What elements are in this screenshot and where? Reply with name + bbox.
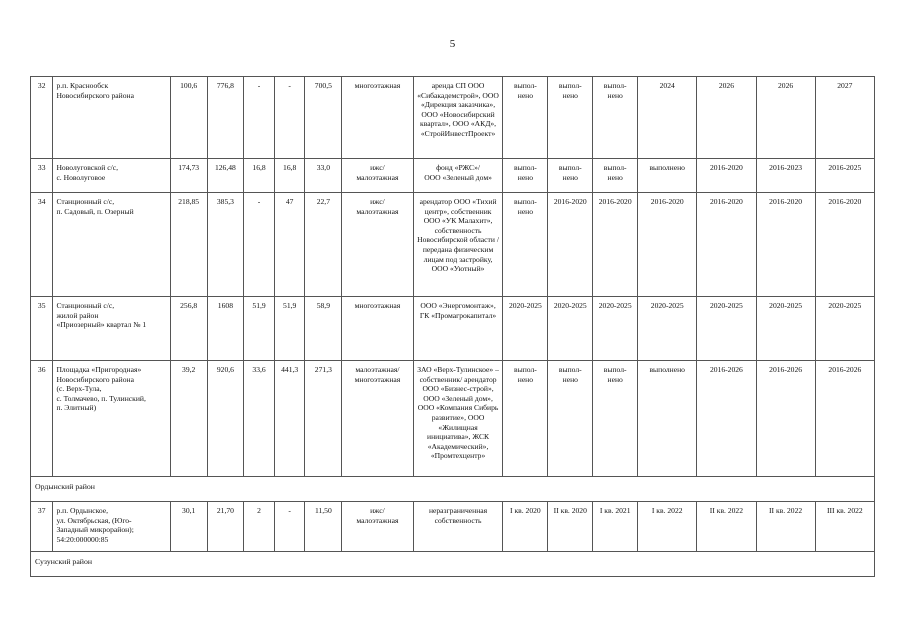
value-cell: 16,8 [244, 159, 275, 193]
row-number: 37 [31, 502, 53, 552]
building-type-cell: ижс/ малоэтажная [342, 502, 413, 552]
status-cell: выпол- нено [503, 361, 548, 477]
year-cell: 2026 [756, 77, 815, 159]
row-number: 35 [31, 297, 53, 361]
row-number: 32 [31, 77, 53, 159]
value-cell: 21,70 [207, 502, 244, 552]
year-cell: II кв. 2022 [756, 502, 815, 552]
building-type-cell: многоэтажная [342, 297, 413, 361]
value-cell: 271,3 [305, 361, 342, 477]
year-cell: 2016-2020 [756, 193, 815, 297]
year-cell: 2016-2020 [697, 159, 756, 193]
value-cell: 2 [244, 502, 275, 552]
value-cell: 33,6 [244, 361, 275, 477]
value-cell: 47 [274, 193, 305, 297]
status-cell: выпол- нено [503, 193, 548, 297]
row-number: 34 [31, 193, 53, 297]
year-cell: 2020-2025 [815, 297, 874, 361]
table-row [31, 159, 875, 193]
year-cell: II кв. 2022 [697, 502, 756, 552]
location-cell: Площадка «Пригородная» Новосибирского района (с. Верх-Тула, с. Толмачево, п. Тулинский, п. Элитный) [53, 361, 170, 477]
value-cell: 776,8 [207, 77, 244, 159]
status-cell: 2016-2020 [548, 193, 593, 297]
value-cell: 51,9 [274, 297, 305, 361]
value-cell: 441,3 [274, 361, 305, 477]
value-cell: 16,8 [274, 159, 305, 193]
developer-cell: ООО «Энергомонтаж», ГК «Промагрокапитал» [413, 297, 503, 361]
value-cell: 39,2 [170, 361, 207, 477]
year-cell: 2027 [815, 77, 874, 159]
value-cell: 100,6 [170, 77, 207, 159]
status-cell: выпол- нено [548, 77, 593, 159]
status-cell: 2020-2025 [548, 297, 593, 361]
year-cell: 2016-2020 [815, 193, 874, 297]
value-cell: 700,5 [305, 77, 342, 159]
year-cell: III кв. 2022 [815, 502, 874, 552]
value-cell: 11,50 [305, 502, 342, 552]
year-cell: 2016-2025 [815, 159, 874, 193]
status-cell: 2020-2025 [503, 297, 548, 361]
building-type-cell: многоэтажная [342, 77, 413, 159]
location-cell: р.п. Ордынское, ул. Октябрьская, (Юго- Западный микрорайон); 54:20:000000:85 [53, 502, 170, 552]
table-row [31, 297, 875, 361]
value-cell: 256,8 [170, 297, 207, 361]
table-row [31, 77, 875, 159]
status-cell: 2016-2020 [593, 193, 638, 297]
year-cell: 2016-2026 [697, 361, 756, 477]
building-type-cell: ижс/ малоэтажная [342, 193, 413, 297]
section-row-suzunsky [31, 552, 875, 577]
developer-cell: аренда СП ООО «Сибакадемстрой», ООО «Дирекция заказчика», ООО «Новосибирский квартал», ООО «АКД», «СтройИнвестПроект» [413, 77, 503, 159]
location-cell: Станционный с/с, п. Садовый, п. Озерный [53, 193, 170, 297]
value-cell: - [274, 502, 305, 552]
value-cell: - [244, 77, 275, 159]
year-cell: 2026 [697, 77, 756, 159]
value-cell: 58,9 [305, 297, 342, 361]
developer-cell: арендатор ООО «Тихий центр», собственник ООО «УК Малахит», собственность Новосибирской области /передана физическим лицам под застройку, ООО «Уютный» [413, 193, 503, 297]
value-cell: 51,9 [244, 297, 275, 361]
status-cell: 2020-2025 [593, 297, 638, 361]
value-cell: 22,7 [305, 193, 342, 297]
building-type-cell: малоэтажная/ многоэтажная [342, 361, 413, 477]
page-number: 5 [449, 38, 456, 50]
status-cell: выпол- нено [548, 159, 593, 193]
location-cell: Новолуговской с/с, с. Новолуговое [53, 159, 170, 193]
table-body [31, 77, 875, 477]
location-cell: Станционный с/с, жилой район «Приозерный» квартал № 1 [53, 297, 170, 361]
row-number: 33 [31, 159, 53, 193]
value-cell: 218,85 [170, 193, 207, 297]
value-cell: - [274, 77, 305, 159]
development-table [30, 76, 875, 577]
status-cell: выпол- нено [593, 159, 638, 193]
section-row-ordynsky [31, 477, 875, 502]
year-cell: 2020-2025 [697, 297, 756, 361]
year-cell: 2016-2026 [756, 361, 815, 477]
status-cell: I кв. 2021 [593, 502, 638, 552]
section-title: Сузунский район [31, 552, 875, 577]
developer-cell: фонд «РЖС»/ ООО «Зеленый дом» [413, 159, 503, 193]
value-cell: 33,0 [305, 159, 342, 193]
table-row [31, 361, 875, 477]
developer-cell: неразграниченная собственность [413, 502, 503, 552]
value-cell: - [244, 193, 275, 297]
status-cell: выпол- нено [503, 159, 548, 193]
year-cell: 2016-2023 [756, 159, 815, 193]
year-cell: выполнено [638, 159, 697, 193]
value-cell: 174,73 [170, 159, 207, 193]
year-cell: выполнено [638, 361, 697, 477]
year-cell: 2020-2025 [638, 297, 697, 361]
year-cell: 2016-2026 [815, 361, 874, 477]
status-cell: выпол- нено [503, 77, 548, 159]
table-row [31, 193, 875, 297]
value-cell: 126,48 [207, 159, 244, 193]
status-cell: выпол- нено [548, 361, 593, 477]
value-cell: 385,3 [207, 193, 244, 297]
value-cell: 920,6 [207, 361, 244, 477]
row-number: 36 [31, 361, 53, 477]
section-title: Ордынский район [31, 477, 875, 502]
value-cell: 30,1 [170, 502, 207, 552]
year-cell: 2024 [638, 77, 697, 159]
building-type-cell: ижс/ малоэтажная [342, 159, 413, 193]
table-row [31, 502, 875, 552]
year-cell: 2020-2025 [756, 297, 815, 361]
location-cell: р.п. Краснообск Новосибирского района [53, 77, 170, 159]
developer-cell: ЗАО «Верх-Тулинское» – собственник/ арендатор ООО «Бизнес-строй», ООО «Зеленый дом», ООО «Компания Сибирь развитие», ООО «Жилищная инициатива», ЖСК «Академический», «Промтехцентр» [413, 361, 503, 477]
status-cell: выпол- нено [593, 361, 638, 477]
year-cell: I кв. 2022 [638, 502, 697, 552]
year-cell: 2016-2020 [697, 193, 756, 297]
status-cell: II кв. 2020 [548, 502, 593, 552]
year-cell: 2016-2020 [638, 193, 697, 297]
status-cell: I кв. 2020 [503, 502, 548, 552]
value-cell: 1608 [207, 297, 244, 361]
status-cell: выпол- нено [593, 77, 638, 159]
